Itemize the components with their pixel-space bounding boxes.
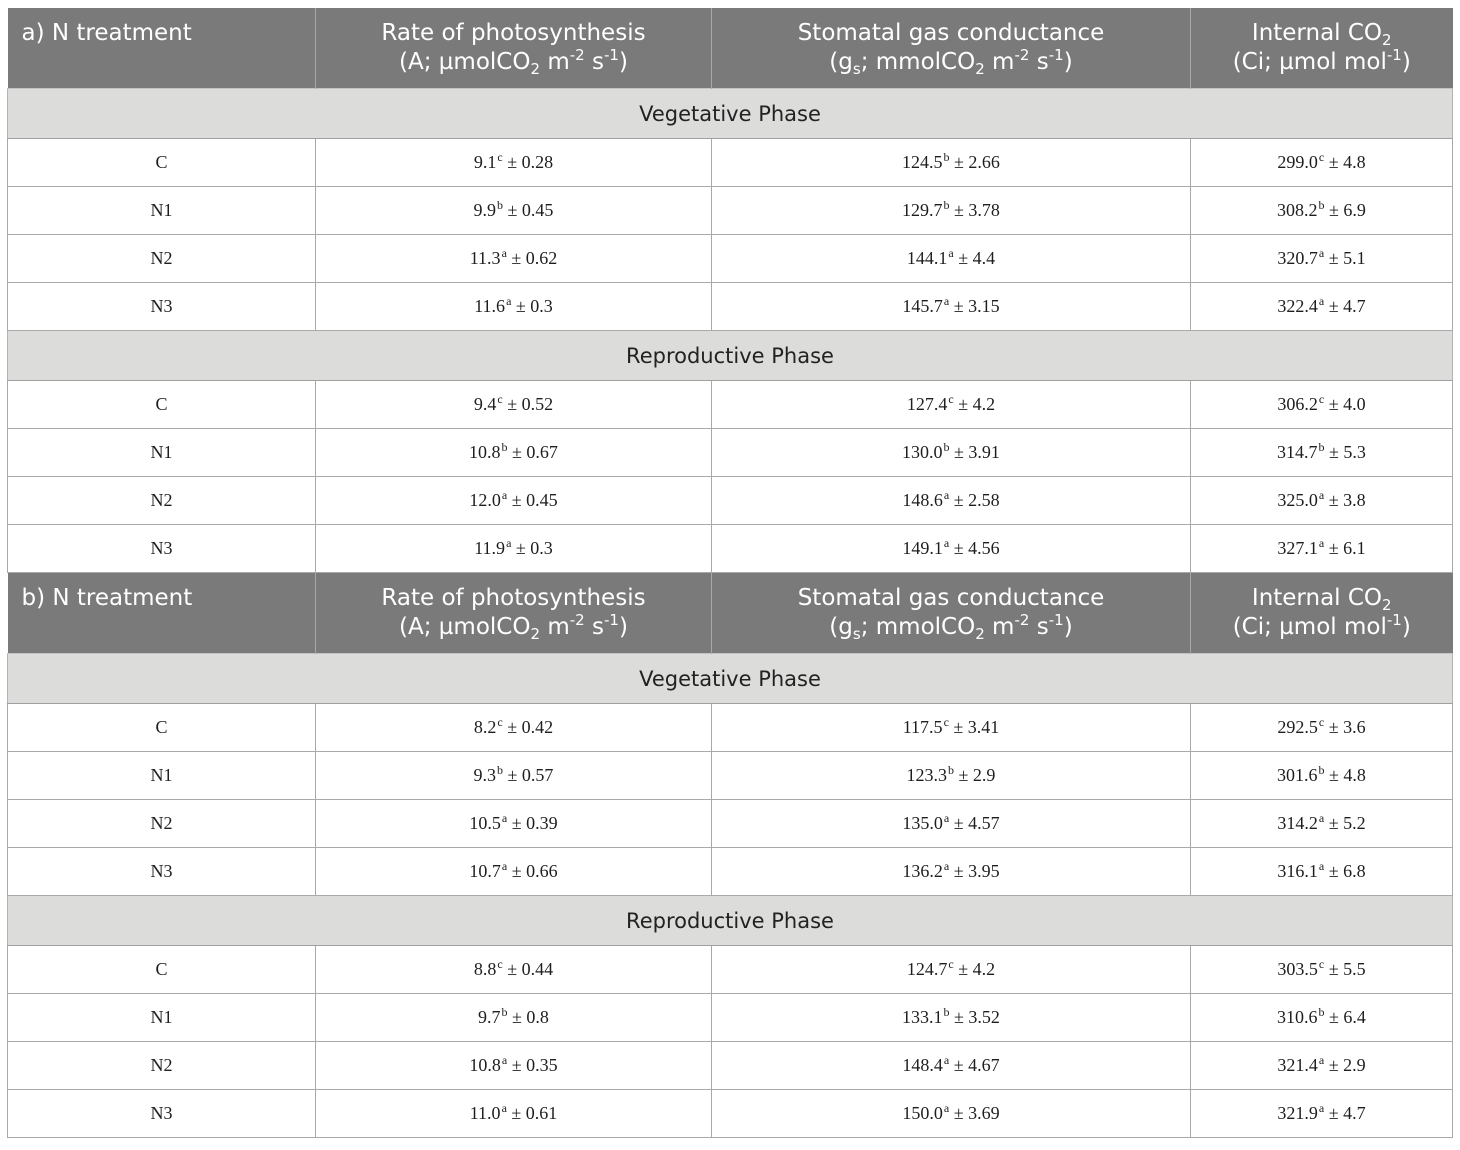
conductance-cell: 124.7$^c$ ± 4.2 [712, 946, 1191, 994]
treatment-cell: C [8, 381, 316, 429]
gas-exchange-table [7, 8, 1453, 1138]
treatment-cell: N1 [8, 752, 316, 800]
photosynthesis-cell: 11.6$^a$ ± 0.3 [316, 283, 712, 331]
table-body [8, 8, 1453, 1138]
photosynthesis-cell: 9.3$^b$ ± 0.57 [316, 752, 712, 800]
internal-co2-cell: 303.5$^c$ ± 5.5 [1191, 946, 1453, 994]
photosynthesis-cell: 12.0$^a$ ± 0.45 [316, 477, 712, 525]
header-stomatal-conductance [712, 573, 1191, 654]
table-row [8, 283, 1453, 331]
phase-label: Vegetative Phase [8, 654, 1453, 704]
table-row [8, 525, 1453, 573]
header-n-treatment-label: a) N treatment [21, 20, 192, 46]
header-stomatal-conductance [712, 8, 1191, 89]
internal-co2-cell: 321.9$^a$ ± 4.7 [1191, 1090, 1453, 1138]
photosynthesis-cell: 11.9$^a$ ± 0.3 [316, 525, 712, 573]
conductance-cell: 124.5$^b$ ± 2.66 [712, 139, 1191, 187]
treatment-cell: N3 [8, 848, 316, 896]
photosynthesis-cell: 10.8$^a$ ± 0.35 [316, 1042, 712, 1090]
internal-co2-cell: 321.4$^a$ ± 2.9 [1191, 1042, 1453, 1090]
phase-row [8, 654, 1453, 704]
header-stomatal-unit: ($g_s$; mmolCO$_2$ $m^{-2}$ $s^{-1}$) [829, 611, 1073, 643]
header-photosynthesis-rate [316, 573, 712, 654]
treatment-cell: N2 [8, 235, 316, 283]
conductance-cell: 135.0$^a$ ± 4.57 [712, 800, 1191, 848]
internal-co2-cell: 314.7$^b$ ± 5.3 [1191, 429, 1453, 477]
internal-co2-cell: 308.2$^b$ ± 6.9 [1191, 187, 1453, 235]
treatment-cell: N2 [8, 477, 316, 525]
treatment-cell: N2 [8, 800, 316, 848]
internal-co2-cell: 325.0$^a$ ± 3.8 [1191, 477, 1453, 525]
header-photosynthesis-unit: (A; µmolCO$_2$ $m^{-2}$ $s^{-1}$) [399, 46, 628, 78]
treatment-cell: N1 [8, 187, 316, 235]
photosynthesis-cell: 9.7$^b$ ± 0.8 [316, 994, 712, 1042]
table-row [8, 704, 1453, 752]
treatment-cell: N3 [8, 1090, 316, 1138]
header-photosynthesis-title: Rate of photosynthesis [381, 585, 646, 611]
header-photosynthesis-rate [316, 8, 712, 89]
header-stomatal-title: Stomatal gas conductance [797, 585, 1105, 611]
treatment-cell: N2 [8, 1042, 316, 1090]
table-row [8, 800, 1453, 848]
treatment-cell: N1 [8, 429, 316, 477]
conductance-cell: 148.6$^a$ ± 2.58 [712, 477, 1191, 525]
conductance-cell: 150.0$^a$ ± 3.69 [712, 1090, 1191, 1138]
internal-co2-cell: 299.0$^c$ ± 4.8 [1191, 139, 1453, 187]
treatment-cell: C [8, 946, 316, 994]
conductance-cell: 148.4$^a$ ± 4.67 [712, 1042, 1191, 1090]
photosynthesis-cell: 8.8$^c$ ± 0.44 [316, 946, 712, 994]
table-header-row [8, 8, 1453, 89]
phase-row [8, 331, 1453, 381]
photosynthesis-cell: 11.3$^a$ ± 0.62 [316, 235, 712, 283]
table-row [8, 235, 1453, 283]
header-internal-co2-unit: (Ci; µmol mol$^{-1}$) [1232, 46, 1411, 75]
table-row [8, 994, 1453, 1042]
header-internal-co2 [1191, 8, 1453, 89]
conductance-cell: 117.5$^c$ ± 3.41 [712, 704, 1191, 752]
internal-co2-cell: 310.6$^b$ ± 6.4 [1191, 994, 1453, 1042]
header-n-treatment [8, 8, 316, 89]
table-row [8, 1042, 1453, 1090]
conductance-cell: 127.4$^c$ ± 4.2 [712, 381, 1191, 429]
photosynthesis-cell: 10.5$^a$ ± 0.39 [316, 800, 712, 848]
conductance-cell: 129.7$^b$ ± 3.78 [712, 187, 1191, 235]
header-internal-co2-unit: (Ci; µmol mol$^{-1}$) [1232, 611, 1411, 640]
treatment-cell: N3 [8, 525, 316, 573]
internal-co2-cell: 316.1$^a$ ± 6.8 [1191, 848, 1453, 896]
internal-co2-cell: 320.7$^a$ ± 5.1 [1191, 235, 1453, 283]
header-internal-co2 [1191, 573, 1453, 654]
photosynthesis-cell: 10.8$^b$ ± 0.67 [316, 429, 712, 477]
conductance-cell: 123.3$^b$ ± 2.9 [712, 752, 1191, 800]
header-stomatal-unit: ($g_s$; mmolCO$_2$ $m^{-2}$ $s^{-1}$) [829, 46, 1073, 78]
internal-co2-cell: 301.6$^b$ ± 4.8 [1191, 752, 1453, 800]
internal-co2-cell: 327.1$^a$ ± 6.1 [1191, 525, 1453, 573]
treatment-cell: C [8, 139, 316, 187]
header-photosynthesis-title: Rate of photosynthesis [381, 20, 646, 46]
table-row [8, 381, 1453, 429]
header-internal-co2-title: Internal $CO_2$ [1251, 585, 1392, 614]
header-n-treatment-label: b) N treatment [21, 585, 193, 611]
table-row [8, 1090, 1453, 1138]
phase-label: Vegetative Phase [8, 89, 1453, 139]
treatment-cell: N1 [8, 994, 316, 1042]
table-row [8, 139, 1453, 187]
conductance-cell: 130.0$^b$ ± 3.91 [712, 429, 1191, 477]
photosynthesis-cell: 11.0$^a$ ± 0.61 [316, 1090, 712, 1138]
conductance-cell: 145.7$^a$ ± 3.15 [712, 283, 1191, 331]
internal-co2-cell: 322.4$^a$ ± 4.7 [1191, 283, 1453, 331]
header-photosynthesis-unit: (A; µmolCO$_2$ $m^{-2}$ $s^{-1}$) [399, 611, 628, 643]
photosynthesis-cell: 10.7$^a$ ± 0.66 [316, 848, 712, 896]
conductance-cell: 149.1$^a$ ± 4.56 [712, 525, 1191, 573]
treatment-cell: C [8, 704, 316, 752]
internal-co2-cell: 306.2$^c$ ± 4.0 [1191, 381, 1453, 429]
photosynthesis-cell: 9.4$^c$ ± 0.52 [316, 381, 712, 429]
phase-row [8, 89, 1453, 139]
header-n-treatment [8, 573, 316, 654]
header-internal-co2-title: Internal $CO_2$ [1251, 20, 1392, 49]
photosynthesis-cell: 9.9$^b$ ± 0.45 [316, 187, 712, 235]
internal-co2-cell: 292.5$^c$ ± 3.6 [1191, 704, 1453, 752]
conductance-cell: 133.1$^b$ ± 3.52 [712, 994, 1191, 1042]
table-row [8, 946, 1453, 994]
internal-co2-cell: 314.2$^a$ ± 5.2 [1191, 800, 1453, 848]
header-stomatal-title: Stomatal gas conductance [797, 20, 1105, 46]
phase-row [8, 896, 1453, 946]
photosynthesis-cell: 9.1$^c$ ± 0.28 [316, 139, 712, 187]
table-row [8, 429, 1453, 477]
treatment-cell: N3 [8, 283, 316, 331]
table-row [8, 752, 1453, 800]
conductance-cell: 136.2$^a$ ± 3.95 [712, 848, 1191, 896]
table-row [8, 848, 1453, 896]
photosynthesis-cell: 8.2$^c$ ± 0.42 [316, 704, 712, 752]
table-row [8, 187, 1453, 235]
phase-label: Reproductive Phase [8, 896, 1453, 946]
table-row [8, 477, 1453, 525]
phase-label: Reproductive Phase [8, 331, 1453, 381]
conductance-cell: 144.1$^a$ ± 4.4 [712, 235, 1191, 283]
table-header-row [8, 573, 1453, 654]
